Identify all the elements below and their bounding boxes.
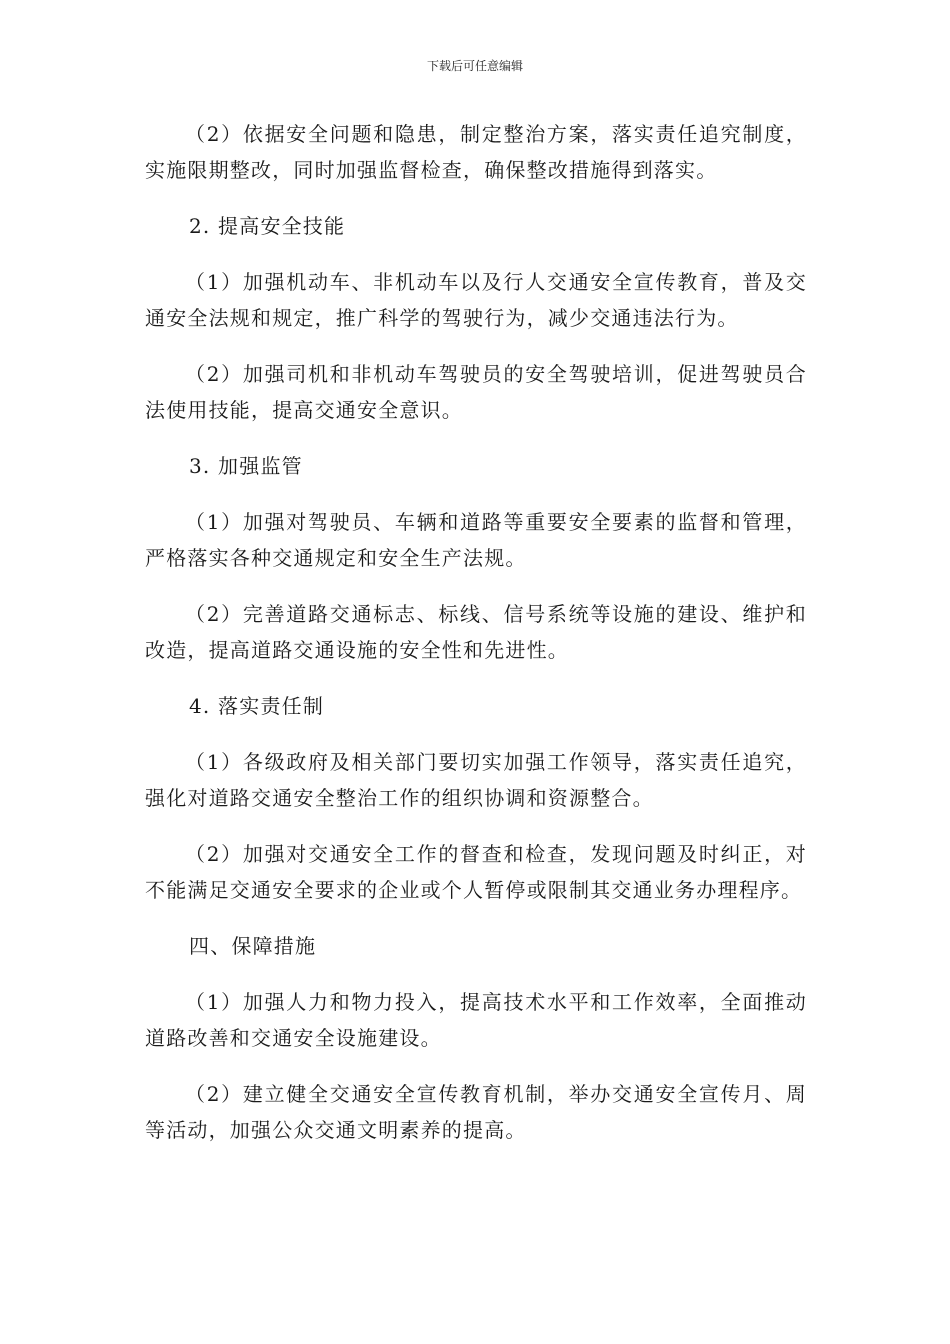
paragraph-rectification-measures: （2）依据安全问题和隐患，制定整治方案，落实责任追究制度，实施限期整改，同时加强监督检查，确保整改措施得到落实。 xyxy=(145,122,807,182)
paragraph-inspection-correction: （2）加强对交通安全工作的督查和检查，发现问题及时纠正，对不能满足交通安全要求的企业或个人暂停或限制其交通业务办理程序。 xyxy=(145,842,807,902)
section-heading-strengthen-supervision: 3. 加强监管 xyxy=(189,454,303,478)
paragraph-improve-road-facilities: （2）完善道路交通标志、标线、信号系统等设施的建设、维护和改造，提高道路交通设施的安全性和先进性。 xyxy=(145,602,807,662)
paragraph-resource-investment: （1）加强人力和物力投入，提高技术水平和工作效率，全面推动道路改善和交通安全设施建设。 xyxy=(145,990,807,1050)
paragraph-driver-training: （2）加强司机和非机动车驾驶员的安全驾驶培训，促进驾驶员合法使用技能，提高交通安全意识。 xyxy=(145,362,807,422)
paragraph-publicity-mechanism: （2）建立健全交通安全宣传教育机制，举办交通安全宣传月、周等活动，加强公众交通文明素养的提高。 xyxy=(145,1082,807,1142)
document-body xyxy=(145,116,807,1148)
paragraph-government-leadership: （1）各级政府及相关部门要切实加强工作领导，落实责任追究，强化对道路交通安全整治工作的组织协调和资源整合。 xyxy=(145,750,807,810)
section-heading-responsibility-system: 4. 落实责任制 xyxy=(189,694,325,718)
section-heading-improve-safety-skills: 2. 提高安全技能 xyxy=(189,214,346,238)
paragraph-safety-education: （1）加强机动车、非机动车以及行人交通安全宣传教育，普及交通安全法规和规定，推广科学的驾驶行为，减少交通违法行为。 xyxy=(145,270,807,330)
page-header-note: 下载后可任意编辑 xyxy=(426,59,523,73)
section-heading-safeguard-measures: 四、保障措施 xyxy=(189,934,317,958)
paragraph-supervise-drivers-vehicles-roads: （1）加强对驾驶员、车辆和道路等重要安全要素的监督和管理，严格落实各种交通规定和安全生产法规。 xyxy=(145,510,807,570)
